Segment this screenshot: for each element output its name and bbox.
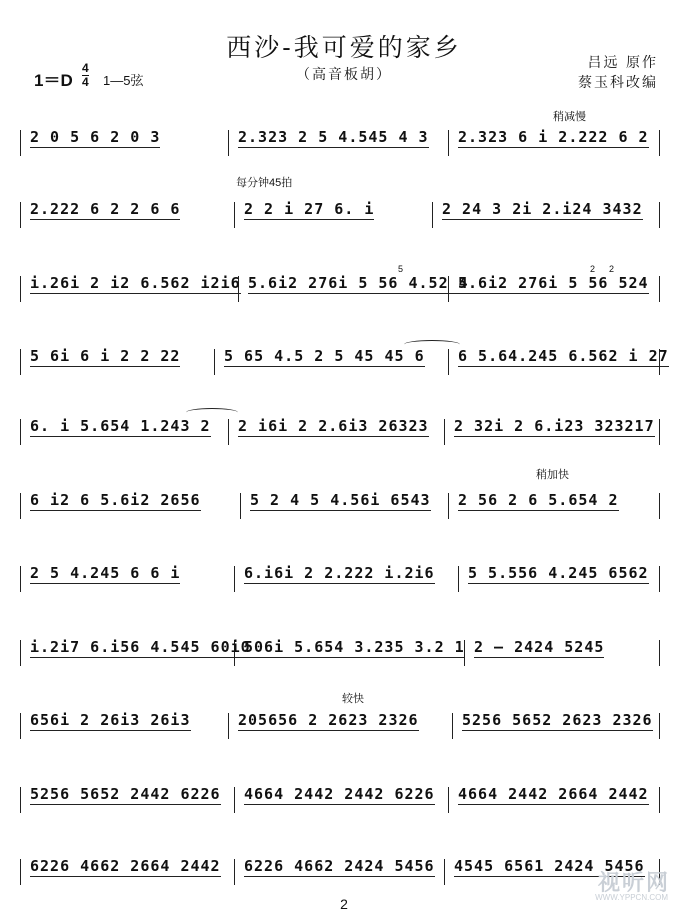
barline <box>444 419 445 445</box>
tuning-label: 1—5弦 <box>103 73 144 88</box>
measure-notes: 5256 5652 2442 6226 <box>30 785 221 803</box>
barline <box>20 640 21 666</box>
tempo-mark-quick: 较快 <box>342 693 364 705</box>
tempo-mark-faster: 稍加快 <box>536 469 569 481</box>
measure-notes: 2 32i 2 6.i23 323217 <box>454 417 655 435</box>
measure-notes: 4545 6561 2424 5456 <box>454 857 645 875</box>
barline <box>448 493 449 519</box>
instrument-subtitle: （高音板胡） <box>296 67 392 83</box>
measure-notes: i.26i 2 i2 6.562 i2i6 <box>30 274 241 292</box>
measure-notes: 5 2 4 5 4.56i 6543 <box>250 491 431 509</box>
barline <box>228 713 229 739</box>
barline <box>20 202 21 228</box>
barline <box>20 713 21 739</box>
measure-notes: 6. i 5.654 1.243 2 <box>30 417 211 435</box>
barline <box>448 787 449 813</box>
barline <box>228 419 229 445</box>
measure-notes: 2 56 2 6 5.654 2 <box>458 491 619 509</box>
measure-notes: 5 5.556 4.245 6562 <box>468 564 649 582</box>
measure-notes: i.2i7 6.i56 4.545 60i0 <box>30 638 251 656</box>
barline-end <box>659 713 660 739</box>
barline <box>444 859 445 885</box>
measure-notes: 6226 4662 2664 2442 <box>30 857 221 875</box>
barline-end <box>659 202 660 228</box>
tempo-mark-slow: 稍减慢 <box>553 111 586 123</box>
grace-note-2: 2 <box>590 264 596 274</box>
watermark-logo: 视听网 <box>597 870 670 895</box>
barline-end <box>659 493 660 519</box>
measure-notes: 6226 4662 2424 5456 <box>244 857 435 875</box>
barline <box>20 493 21 519</box>
barline <box>432 202 433 228</box>
measure-notes: 2 5 4.245 6 6 i <box>30 564 181 582</box>
measure-notes: 2 24 3 2i 2.i24 3432 <box>442 200 643 218</box>
barline <box>234 859 235 885</box>
watermark-url: WWW.YPPCN.COM <box>595 893 668 902</box>
barline <box>214 349 215 375</box>
measure-notes: 4664 2442 2442 6226 <box>244 785 435 803</box>
barline <box>240 493 241 519</box>
score-row <box>20 413 660 453</box>
barline <box>458 566 459 592</box>
barline <box>448 349 449 375</box>
page-number: 2 <box>340 896 348 912</box>
measure-notes: 2 – 2424 5245 <box>474 638 605 656</box>
barline-end <box>659 787 660 813</box>
score-row <box>20 560 660 600</box>
barline-end <box>659 419 660 445</box>
barline <box>452 713 453 739</box>
score-row <box>20 343 669 383</box>
measure-notes: 6.i6i 2 2.222 i.2i6 <box>244 564 435 582</box>
time-signature <box>82 62 89 89</box>
measure-notes: 6 5.64.245 6.562 i 27 <box>458 347 669 365</box>
measure-notes: 5.6i2 276i 5 56 524 <box>458 274 649 292</box>
time-signature-bottom: 4 <box>82 75 89 89</box>
barline <box>20 276 21 302</box>
composer-credit: 吕远 原作 <box>587 55 658 71</box>
barline <box>20 859 21 885</box>
measure-notes: 2.323 2 5 4.545 4 3 <box>238 128 429 146</box>
measure-notes: 5.6i2 276i 5 56 4.52 4 <box>248 274 469 292</box>
measure-notes: 205656 2 2623 2326 <box>238 711 419 729</box>
measure-notes: 4664 2442 2664 2442 <box>458 785 649 803</box>
barline <box>20 566 21 592</box>
score-row <box>20 196 660 236</box>
grace-note-1: 5 <box>398 264 404 274</box>
tempo-mark-bpm: 每分钟45拍 <box>236 177 293 189</box>
barline-end <box>659 640 660 666</box>
score-row <box>20 487 660 527</box>
barline <box>234 787 235 813</box>
measure-notes: 5 6i 6 i 2 2 22 <box>30 347 181 365</box>
key-signature: 1＝D <box>34 71 73 90</box>
barline <box>20 349 21 375</box>
measure-notes: 5256 5652 2623 2326 <box>462 711 653 729</box>
song-title: 西沙-我可爱的家乡 <box>226 33 462 62</box>
barline <box>20 787 21 813</box>
barline <box>20 130 21 156</box>
barline <box>234 202 235 228</box>
score-row <box>20 707 660 747</box>
barline <box>448 130 449 156</box>
score-row <box>20 853 660 893</box>
measure-notes: 656i 2 26i3 26i3 <box>30 711 191 729</box>
measure-notes: 2.323 6 i 2.222 6 2 <box>458 128 649 146</box>
grace-note-3: 2 <box>609 264 615 274</box>
time-signature-top: 4 <box>82 61 89 75</box>
barline-end <box>659 130 660 156</box>
score-row <box>20 270 660 310</box>
score-row <box>20 634 660 674</box>
measure-notes: 2 2 i 27 6. i <box>244 200 375 218</box>
barline <box>20 419 21 445</box>
arranger-credit: 蔡玉科改编 <box>578 75 658 91</box>
measure-notes: 2.222 6 2 2 6 6 <box>30 200 181 218</box>
measure-notes: 6 i2 6 5.6i2 2656 <box>30 491 201 509</box>
barline <box>228 130 229 156</box>
barline-end <box>659 276 660 302</box>
measure-notes: 506i 5.654 3.235 3.2 1 <box>244 638 465 656</box>
score-row <box>20 781 660 821</box>
barline <box>234 566 235 592</box>
measure-notes: 2 i6i 2 2.6i3 26323 <box>238 417 429 435</box>
measure-notes: 5 65 4.5 2 5 45 45 6 <box>224 347 425 365</box>
barline-end <box>659 566 660 592</box>
measure-notes: 2 0 5 6 2 0 3 <box>30 128 161 146</box>
score-row <box>20 124 660 164</box>
